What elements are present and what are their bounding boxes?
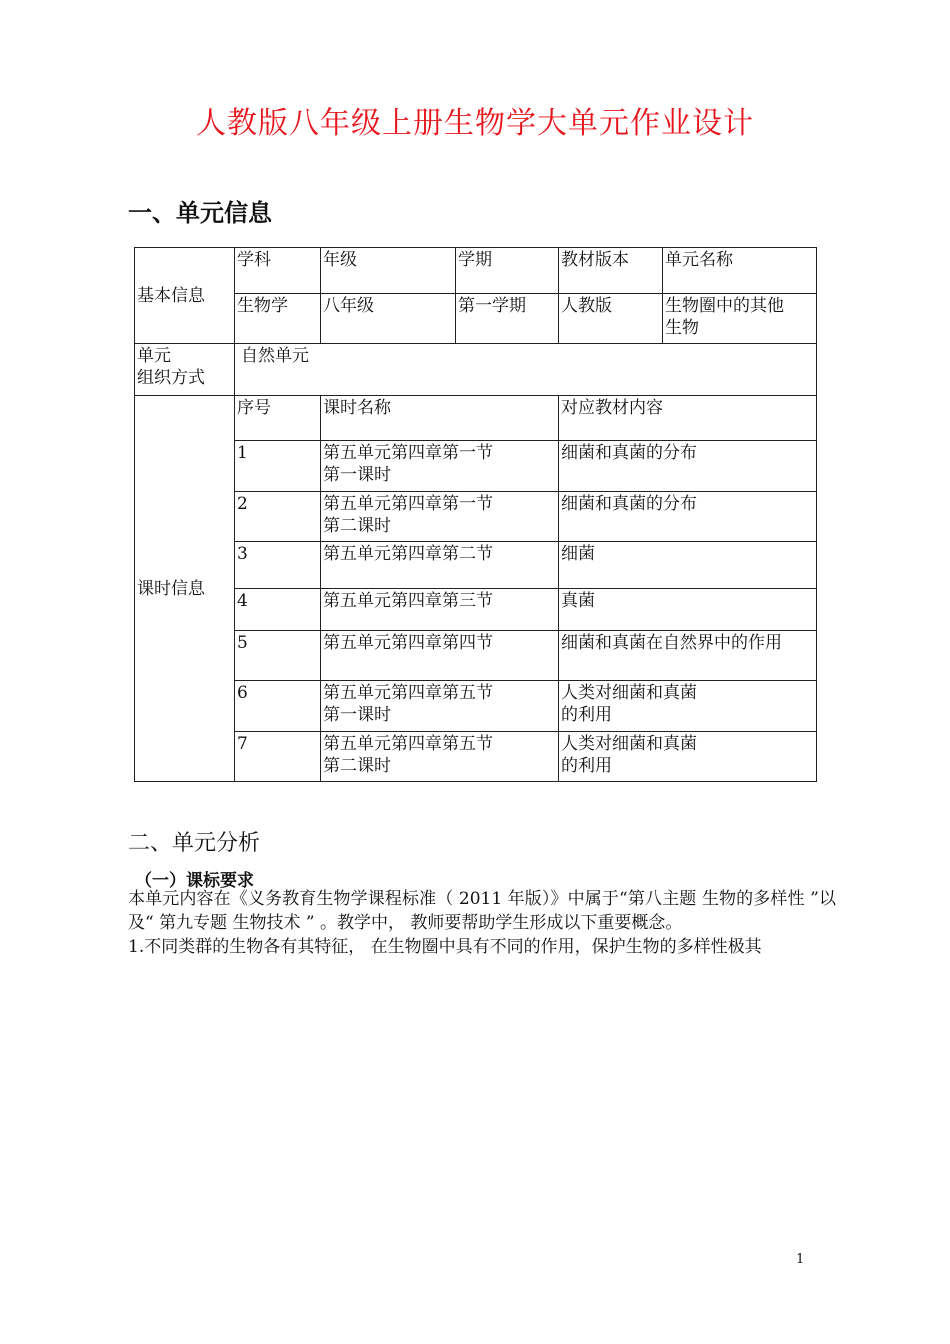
lesson-name: 第五单元第四章第一节 第一课时 (321, 441, 559, 492)
section-heading-unit-analysis: 二、单元分析 (128, 831, 261, 856)
table-row (135, 248, 817, 294)
paragraph: 本单元内容在《义务教育生物学课程标准（ 2011 年版）》中属于“第八主题 生物的多样性 ”以及“ 第九专题 生物技术 ” 。教学中， 教师要帮助学生形成以下重要概念。 (128, 889, 836, 933)
table-header-cell: 年级 (321, 248, 456, 294)
basic-info-label: 基本信息 (135, 248, 235, 344)
lesson-content: 细菌和真菌在自然界中的作用 (559, 631, 817, 681)
org-method-label: 单元 组织方式 (135, 344, 235, 396)
table-header-cell: 学期 (456, 248, 559, 294)
table-row (135, 441, 817, 492)
table-row (135, 631, 817, 681)
table-row (135, 492, 817, 542)
lesson-content: 细菌和真菌的分布 (559, 492, 817, 542)
table-row (135, 542, 817, 589)
document-title: 人教版八年级上册生物学大单元作业设计 (196, 106, 754, 141)
table-cell: 生物圈中的其他 生物 (663, 294, 817, 344)
lesson-number: 7 (235, 732, 321, 782)
lesson-content: 真菌 (559, 589, 817, 631)
lesson-name: 第五单元第四章第五节 第一课时 (321, 681, 559, 732)
org-method-value: 自然单元 (235, 344, 817, 396)
lesson-content: 人类对细菌和真菌 的利用 (559, 732, 817, 782)
lesson-content: 细菌和真菌的分布 (559, 441, 817, 492)
table-header-cell: 序号 (235, 396, 321, 441)
lesson-name: 第五单元第四章第五节 第二课时 (321, 732, 559, 782)
table-row (135, 344, 817, 396)
lesson-number: 3 (235, 542, 321, 589)
section-heading-unit-info: 一、单元信息 (128, 199, 272, 227)
lesson-number: 1 (235, 441, 321, 492)
body-text (128, 887, 836, 959)
lesson-name: 第五单元第四章第二节 (321, 542, 559, 589)
table-header-cell: 课时名称 (321, 396, 559, 441)
lesson-name: 第五单元第四章第三节 (321, 589, 559, 631)
table-row (135, 294, 817, 344)
table-row (135, 396, 817, 441)
lesson-number: 5 (235, 631, 321, 681)
lesson-content: 细菌 (559, 542, 817, 589)
table-header-cell: 单元名称 (663, 248, 817, 294)
table-row (135, 681, 817, 732)
table-header-cell: 教材版本 (559, 248, 663, 294)
table-row (135, 589, 817, 631)
table-cell: 人教版 (559, 294, 663, 344)
table-cell: 八年级 (321, 294, 456, 344)
table-header-cell: 对应教材内容 (559, 396, 817, 441)
lesson-name: 第五单元第四章第一节 第二课时 (321, 492, 559, 542)
paragraph: 1.不同类群的生物各有其特征， 在生物圈中具有不同的作用，保护生物的多样性极其 (128, 937, 762, 957)
lesson-content: 人类对细菌和真菌 的利用 (559, 681, 817, 732)
lesson-number: 4 (235, 589, 321, 631)
lesson-number: 2 (235, 492, 321, 542)
page-number: 1 (796, 1252, 805, 1267)
lesson-info-label: 课时信息 (135, 396, 235, 782)
lesson-name: 第五单元第四章第四节 (321, 631, 559, 681)
unit-info-table (134, 247, 817, 782)
table-cell: 生物学 (235, 294, 321, 344)
lesson-number: 6 (235, 681, 321, 732)
sub-heading-curriculum: （一）课标要求 (135, 871, 254, 891)
table-row (135, 732, 817, 782)
table-cell: 第一学期 (456, 294, 559, 344)
table-header-cell: 学科 (235, 248, 321, 294)
